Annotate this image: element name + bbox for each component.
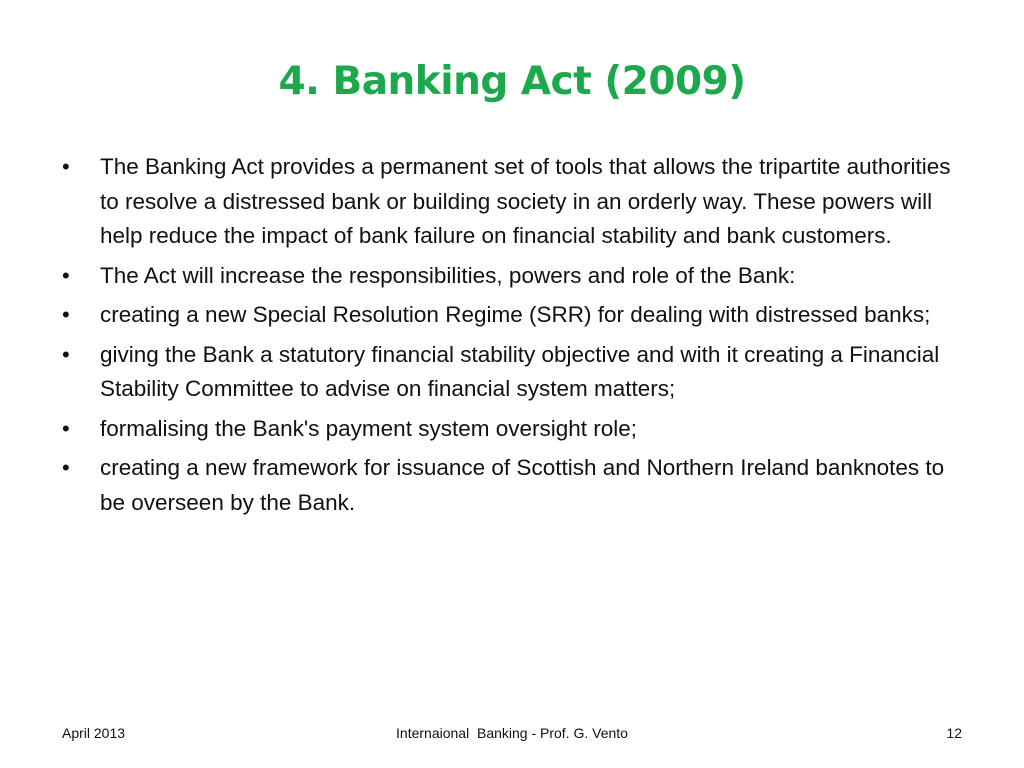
bullet-item (62, 298, 967, 333)
bullet-item (62, 412, 967, 447)
footer-title: Internaional Banking - Prof. G. Vento (396, 725, 628, 741)
bullet-item (62, 150, 967, 254)
slide-title: 4. Banking Act (2009) (278, 59, 746, 104)
bullet-text: creating a new framework for issuance of Scottish and Northern Ireland banknotes to be overseen by the Bank. (100, 455, 945, 515)
bullet-icon: • (62, 415, 70, 441)
bullet-icon: • (62, 302, 70, 327)
bullet-text: The Banking Act provides a permanent set of tools that allows the tripartite authorities to resolve a distressed bank or building society in an orderly way. These powers will help reduce the impact of bank failure on financial stability and bank customers. (100, 154, 951, 248)
bullet-icon: • (62, 341, 70, 367)
footer-date: April 2013 (62, 725, 126, 741)
bullet-text: The Act will increase the responsibilities, powers and role of the Bank: (100, 262, 796, 288)
bullet-icon: • (62, 455, 70, 480)
bullet-item (62, 259, 967, 294)
bullet-list (62, 150, 967, 525)
bullet-icon: • (62, 262, 70, 288)
footer-page-number: 12 (946, 725, 962, 741)
bullet-icon: • (62, 154, 70, 179)
bullet-text: creating a new Special Resolution Regime (SRR) for dealing with distressed banks; (100, 302, 931, 327)
bullet-text: formalising the Bank's payment system oversight role; (100, 415, 638, 441)
bullet-item (62, 338, 967, 407)
bullet-text: giving the Bank a statutory financial stability objective and with it creating a Financial Stability Committee to advise on financial system matters; (100, 341, 940, 401)
bullet-item (62, 451, 967, 520)
